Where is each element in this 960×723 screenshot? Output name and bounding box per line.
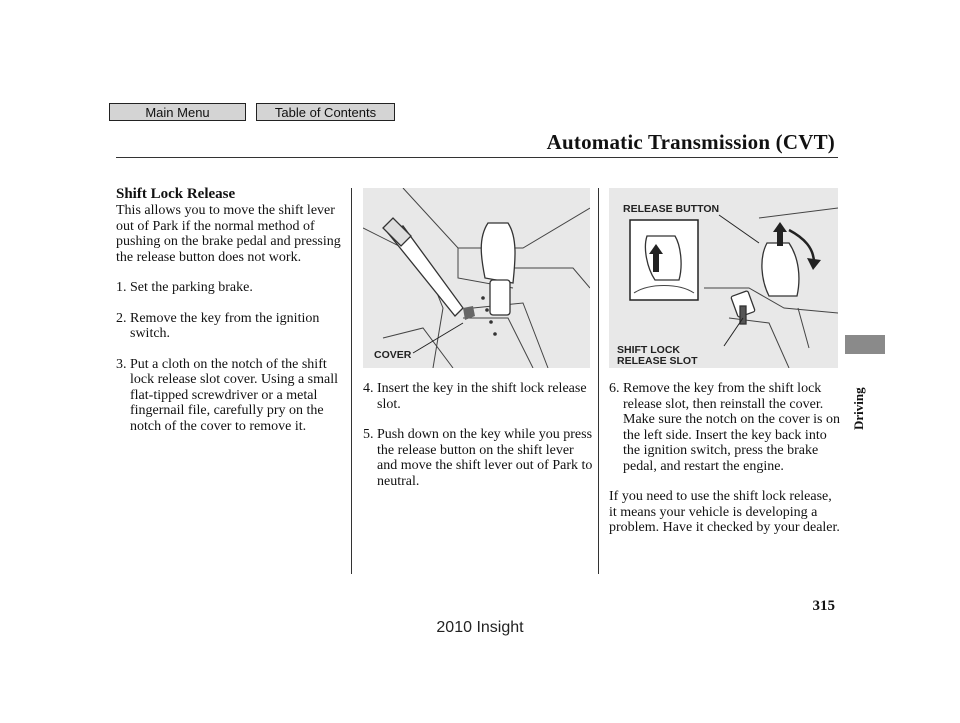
release-button-callout: RELEASE BUTTON [623, 203, 720, 215]
shift-lock-release-slot-callout: SHIFT LOCK RELEASE SLOT [617, 344, 698, 367]
cover-callout: COVER [374, 349, 412, 361]
column-divider-1 [351, 188, 352, 574]
step-3: 3. Put a cloth on the notch of the shift lock release slot cover. Using a small flat-tipped screwdriver or a metal fingernail file, carefully pry on the notch of the cover to remove it. [116, 356, 338, 434]
shift-lever-cover-illustration [363, 188, 590, 368]
step-2: 2. Remove the key from the ignition switch. [116, 310, 320, 341]
footer-model-label: 2010 Insight [436, 619, 524, 636]
column-divider-2 [598, 188, 599, 574]
column-3-text [609, 381, 841, 536]
intro-paragraph: This allows you to move the shift lever out of Park if the normal method of pushing on the brake pedal and pressing the release button does not work. [116, 203, 341, 265]
table-of-contents-button[interactable]: Table of Contents [256, 103, 395, 121]
shift-lever-drawing [363, 188, 590, 368]
release-button-illustration [609, 188, 838, 368]
page-number: 315 [812, 598, 835, 614]
title-divider [116, 157, 838, 158]
step-4: 4. Insert the key in the shift lock release slot. [363, 381, 587, 412]
note-paragraph: If you need to use the shift lock release, it means your vehicle is developing a problem. Have it checked by your dealer. [609, 489, 840, 535]
release-slot-drawing [609, 188, 838, 368]
column-1-text [116, 203, 346, 434]
section-heading: Shift Lock Release [116, 186, 236, 202]
main-menu-button[interactable]: Main Menu [109, 103, 246, 121]
step-6: 6. Remove the key from the shift lock release slot, then reinstall the cover. Make sure the notch on the cover is on the left side. Insert the key back into the ignition switch, press the brake pedal, and restart the engine. [609, 381, 840, 474]
step-5: 5. Push down on the key while you press the release button on the shift lever and move the shift lever out of Park to neutral. [363, 427, 593, 489]
section-tab-marker[interactable] [845, 335, 885, 354]
section-side-label: Driving [851, 387, 866, 430]
step-1: 1. Set the parking brake. [116, 280, 253, 295]
page-title: Automatic Transmission (CVT) [546, 130, 835, 154]
column-2-text [363, 381, 595, 489]
